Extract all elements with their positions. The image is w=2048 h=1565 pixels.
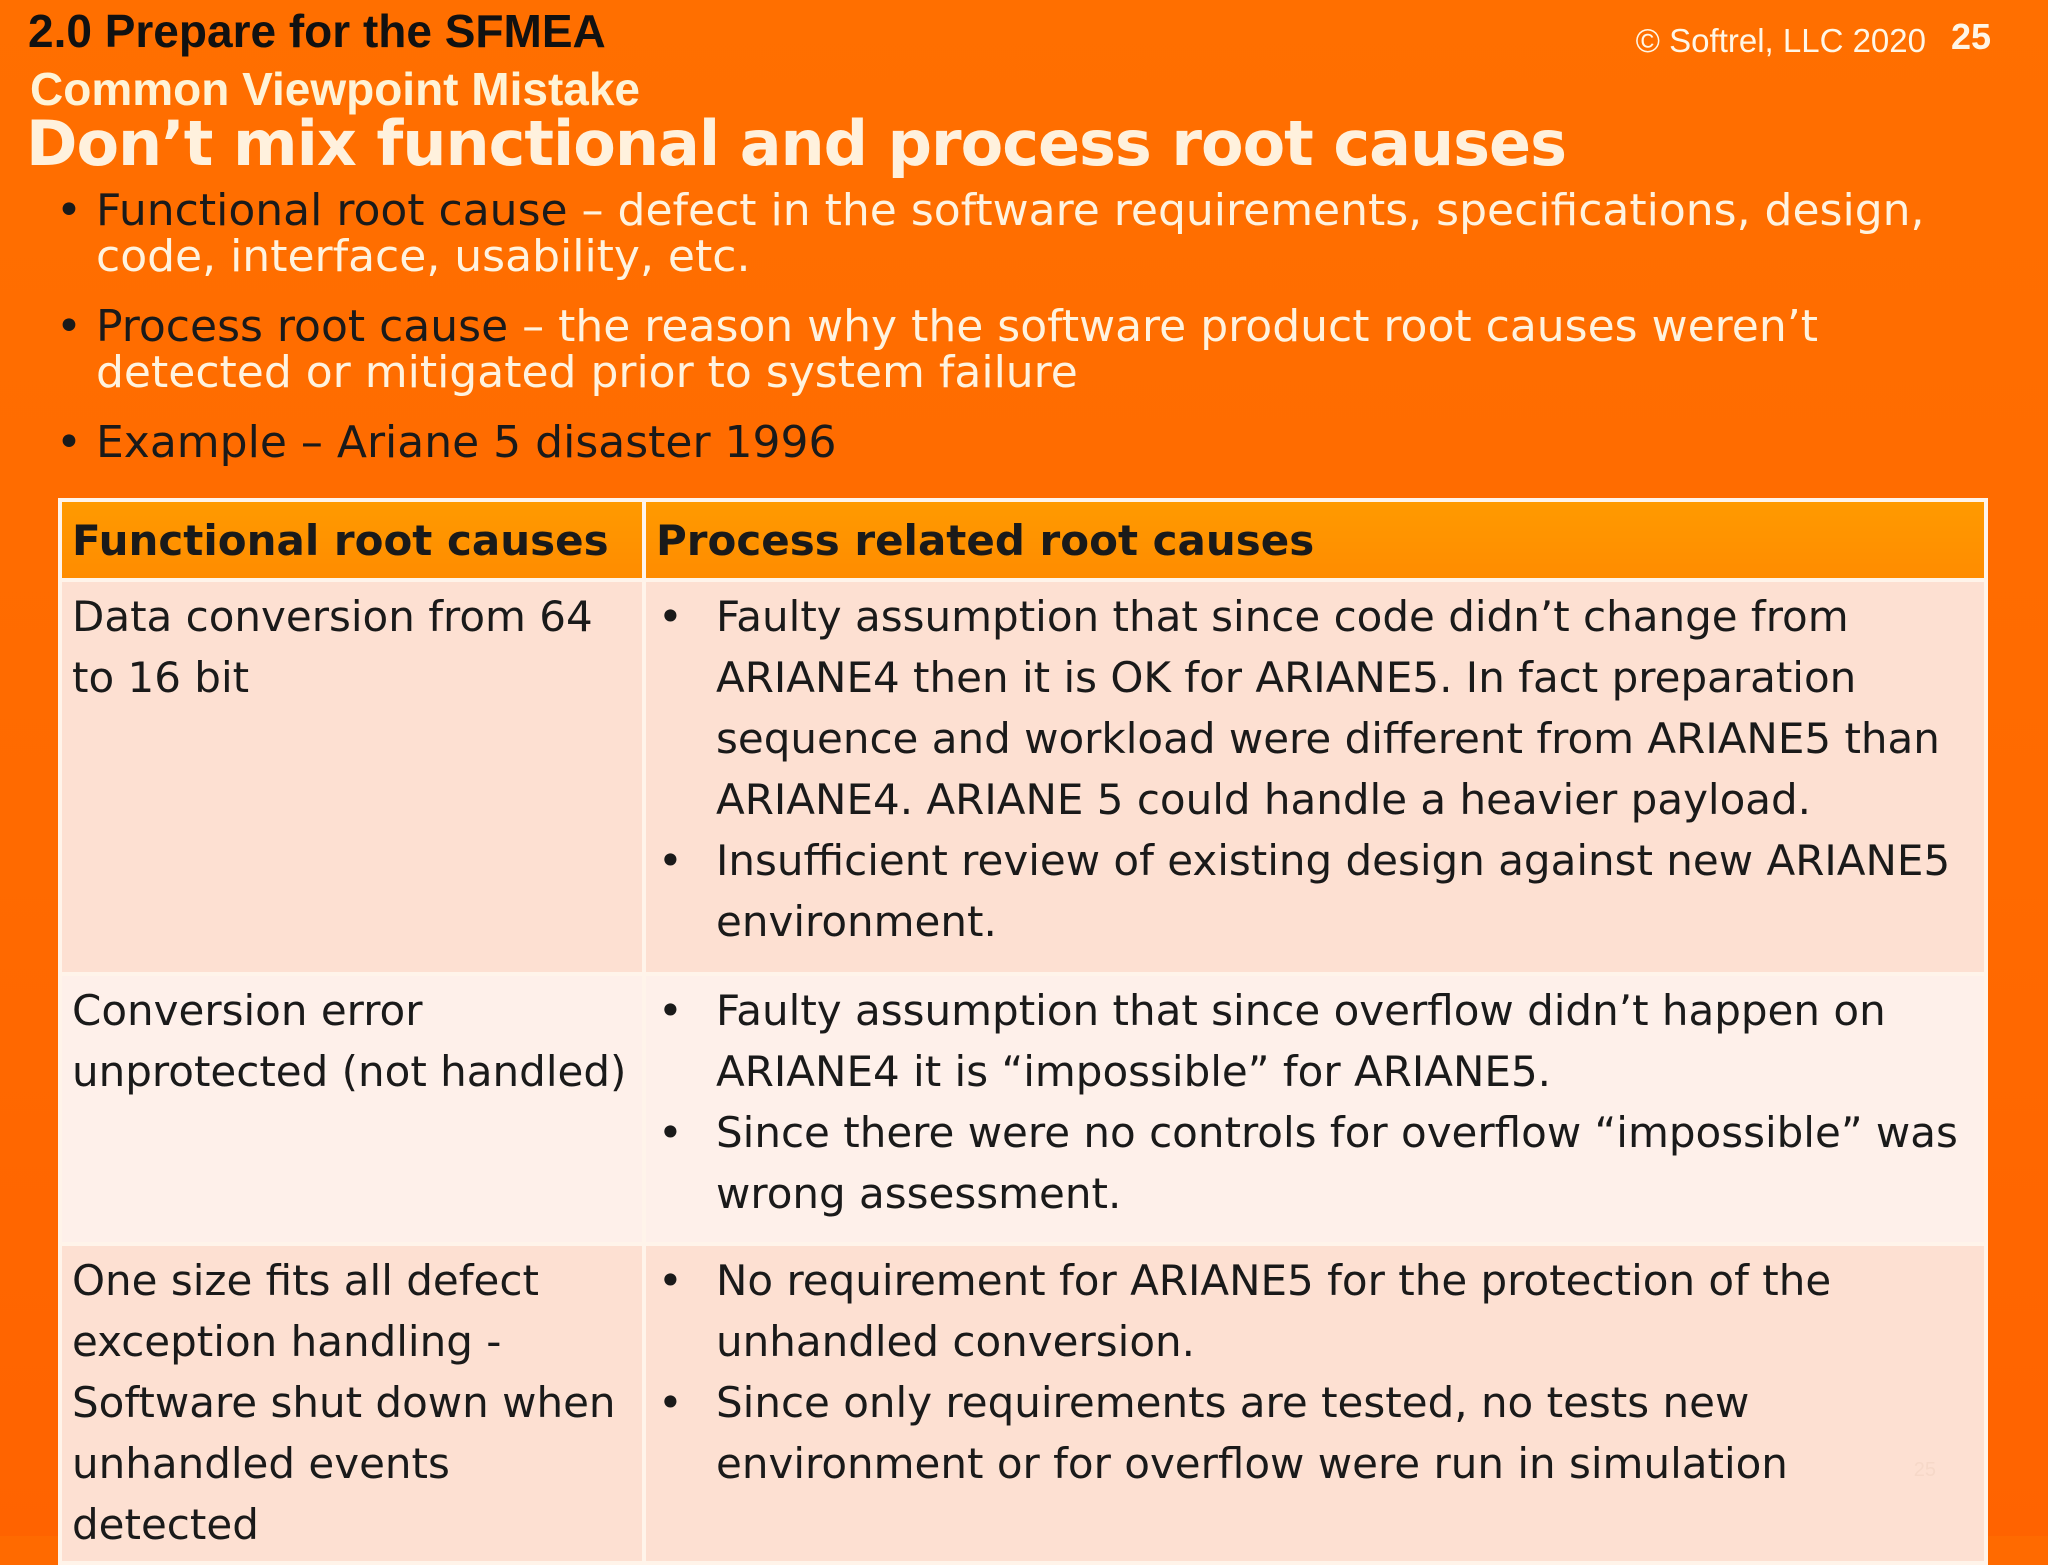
process-cause-list: [656, 586, 1974, 952]
table-header-row: [60, 500, 1986, 580]
process-cause-text: Faulty assumption that since code didn’t change from ARIANE4 then it is OK for ARIANE5. In fact preparation sequence and workload were different from ARIANE5 than ARIANE4. ARIANE 5 could handle a heavier payload.: [716, 592, 1940, 824]
bullet-dot: •: [56, 417, 82, 468]
slide-title: Don’t mix functional and process root causes: [26, 107, 1566, 180]
process-cause-cell: [644, 974, 1986, 1244]
functional-cause-cell: Conversion error unprotected (not handled): [60, 974, 644, 1244]
bullet-dot: •: [658, 1256, 683, 1305]
section-subtitle: Common Viewpoint Mistake: [30, 63, 641, 115]
bullet-item-example: [50, 417, 2010, 468]
bullet-term: Process root cause: [96, 301, 509, 352]
process-cause-text: No requirement for ARIANE5 for the protection of the unhandled conversion.: [716, 1256, 1832, 1366]
list-item: [656, 830, 1974, 952]
process-cause-text: Faulty assumption that since overflow didn’t happen on ARIANE4 it is “impossible” for ARIANE5.: [716, 986, 1886, 1096]
functional-cause-cell: Data conversion from 64 to 16 bit: [60, 580, 644, 974]
bullet-dot: •: [56, 185, 82, 236]
root-cause-table: [58, 498, 1988, 1565]
bullet-dot: •: [658, 836, 683, 885]
process-cause-text: Insufficient review of existing design against new ARIANE5 environment.: [716, 836, 1951, 946]
process-cause-text: Since there were no controls for overflow “impossible” was wrong assessment.: [716, 1108, 1958, 1218]
bullet-dot: •: [658, 1378, 683, 1427]
list-item: [656, 1372, 1974, 1494]
process-cause-cell: [644, 1244, 1986, 1563]
process-cause-list: [656, 980, 1974, 1224]
bullet-text: – the reason why the software product root causes weren’t detected or mitigated prior to system failure: [96, 301, 1818, 398]
bullet-dot: •: [56, 301, 82, 352]
table-row: [60, 974, 1986, 1244]
page-number: 25: [1950, 16, 1991, 57]
list-item: [656, 1250, 1974, 1372]
copyright-notice: © Softrel, LLC 2020: [1635, 22, 1926, 59]
process-cause-text: Since only requirements are tested, no tests new environment or for overflow were run in simulation: [716, 1378, 1788, 1488]
bullet-term: Functional root cause: [96, 185, 568, 236]
bullet-dot: •: [658, 592, 683, 641]
bullet-dot: •: [658, 986, 683, 1035]
table-row: [60, 580, 1986, 974]
bullet-term: Example – Ariane 5 disaster 1996: [96, 417, 837, 468]
header-functional-root-causes: Functional root causes: [60, 500, 644, 580]
header-process-root-causes: Process related root causes: [644, 500, 1986, 580]
list-item: [656, 586, 1974, 830]
bullet-list: [50, 185, 2010, 490]
bullet-item-process: [50, 301, 2010, 398]
bullet-item-functional: [50, 185, 2010, 282]
section-title: 2.0 Prepare for the SFMEA: [28, 5, 606, 57]
functional-cause-cell: One size fits all defect exception handling - Software shut down when unhandled events detected: [60, 1244, 644, 1563]
bullet-text: – defect in the software requirements, specifications, design, code, interface, usability, etc.: [96, 185, 1925, 282]
process-cause-list: [656, 1250, 1974, 1494]
table-row: [60, 1244, 1986, 1563]
watermark-page-number: 25: [1913, 1459, 1936, 1481]
bullet-dot: •: [658, 1108, 683, 1157]
list-item: [656, 980, 1974, 1102]
list-item: [656, 1102, 1974, 1224]
process-cause-cell: [644, 580, 1986, 974]
